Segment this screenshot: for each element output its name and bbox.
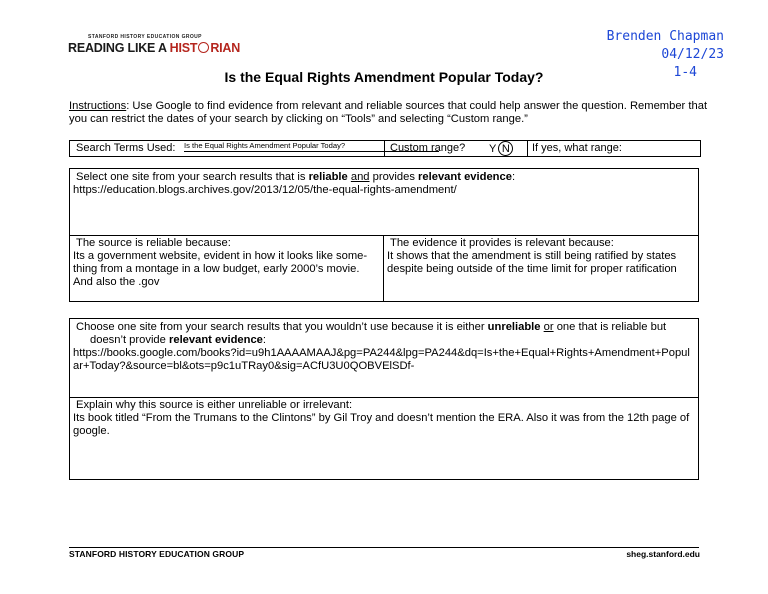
explain-prompt: Explain why this source is either unreliable or irrelevant: (76, 399, 353, 411)
relevant-reason-cell[interactable] (384, 236, 698, 301)
relevant-reason-prompt: The evidence it provides is relevant because: (390, 237, 614, 249)
explain-answer: Its book titled “From the Trumans to the Clintons” by Gil Troy and doesn’t mention the ERA. Also it was from the 12th page of google. (73, 412, 690, 437)
logo-text-b: HIST (169, 41, 198, 55)
student-date: 04/12/23 (661, 47, 724, 62)
reliable-site-cell[interactable] (70, 169, 698, 236)
student-period: 1-4 (673, 65, 697, 80)
footer-org: STANFORD HISTORY EDUCATION GROUP (69, 549, 245, 559)
divider (384, 141, 385, 156)
logo-subtitle: STANFORD HISTORY EDUCATION GROUP (88, 34, 202, 40)
instructions-text: : Use Google to find evidence from relevant and reliable sources that could help answer the question. Remember that you can restrict the dates of your search by clicking on “Tools” and selecting “Custom range.” (69, 100, 708, 125)
search-terms-label: Search Terms Used: (76, 142, 176, 154)
page-title: Is the Equal Rights Amendment Popular Today? (224, 69, 544, 85)
custom-range-label: Custom range? (390, 142, 466, 154)
search-terms-field[interactable]: Is the Equal Rights Amendment Popular Today? (184, 141, 346, 150)
logo-text-a: READING LIKE A (68, 41, 170, 55)
magnifier-icon (198, 42, 209, 53)
reliable-site-answer: https://education.blogs.archives.gov/2013/12/05/the-equal-rights-amendment/ (73, 184, 457, 196)
instructions-label: Instructions (69, 100, 127, 112)
reliable-source-box (69, 168, 699, 302)
reliable-reason-answer: Its a government website, evident in how it looks like some-thing from a montage in a low budget, early 2000’s movie. And also the .gov (73, 250, 368, 288)
logo-text-c: RIAN (210, 41, 241, 55)
reliable-reason-prompt: The source is reliable because: (76, 237, 231, 249)
explain-cell[interactable] (70, 398, 698, 479)
student-name: Brenden Chapman (606, 29, 724, 44)
search-terms-row (69, 140, 701, 157)
footer-divider (69, 547, 699, 548)
reliable-site-prompt: Select one site from your search results that is reliable and provides relevant evidence: (76, 171, 516, 183)
unreliable-site-answer: https://books.google.com/books?id=u9h1AAAAMAAJ&pg=PA244&lpg=PA244&dq=Is+the+Equal+Rights+Amendment+Popular+Today?&source=bl&ots=p9c1uTRay0&sig=ACfU3U0QOBVElSDf- (73, 347, 690, 372)
reliable-reason-cell[interactable] (70, 236, 384, 301)
option-yes[interactable]: Y (489, 143, 497, 155)
custom-range-choice (489, 141, 513, 156)
instructions (69, 100, 709, 126)
divider (527, 141, 528, 156)
unreliable-site-prompt: Choose one site from your search results that you wouldn’t use because it is either unreliable or one that is reliable but doesn’t provide relevant evidence: (76, 321, 667, 346)
relevant-reason-answer: It shows that the amendment is still being ratified by states despite being outside of the time limit for proper ratification (387, 250, 677, 275)
range-label: If yes, what range: (532, 142, 622, 154)
unreliable-site-cell[interactable] (70, 319, 698, 398)
unreliable-source-box (69, 318, 699, 480)
option-no-selected[interactable]: N (498, 141, 513, 156)
logo (68, 41, 240, 55)
footer-url: sheg.stanford.edu (626, 549, 700, 559)
